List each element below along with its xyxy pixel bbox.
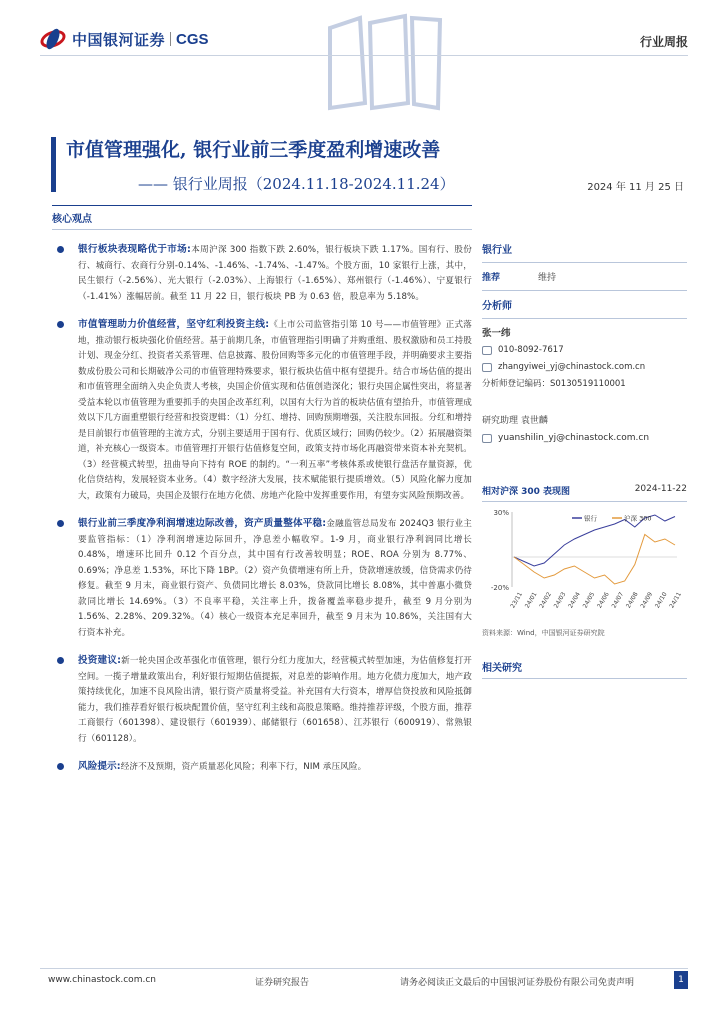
chart-header	[482, 480, 687, 502]
x-tick-label: 24/08	[624, 591, 640, 610]
x-tick-label: 24/04	[567, 591, 582, 610]
page-header	[0, 0, 724, 80]
core-bullet-text	[78, 653, 472, 747]
bullet-dot-icon	[57, 763, 64, 770]
core-bullet-text	[78, 516, 472, 641]
core-bullet	[52, 759, 472, 776]
core-bullet-lead: 风险提示:	[78, 761, 121, 772]
core-bullet	[52, 653, 472, 747]
core-bullet-text	[78, 242, 472, 305]
x-tick-label: 24/10	[653, 591, 669, 610]
assistant-info	[482, 413, 687, 447]
core-views-section	[52, 205, 472, 788]
footer-url[interactable]: www.chinastock.com.cn	[48, 975, 156, 985]
bullet-dot-icon	[57, 321, 64, 328]
x-tick-label: 24/05	[581, 591, 597, 610]
page-subtitle: —— 银行业周报（2024.11.18-2024.11.24）	[138, 175, 455, 193]
rating-key: 推荐	[482, 273, 501, 283]
industry-label: 银行业	[482, 235, 687, 263]
x-tick-label: 24/03	[552, 591, 568, 610]
chart-source: 资料来源：Wind，中国银河证券研究院	[482, 629, 605, 637]
assistant-email[interactable]: yuanshilin_yj@chinastock.com.cn	[498, 433, 650, 443]
chart-date: 2024-11-22	[634, 484, 687, 494]
rating-row	[482, 263, 687, 291]
series-line	[514, 515, 675, 566]
bullet-dot-icon	[57, 657, 64, 664]
email-icon	[482, 434, 492, 443]
core-bullet-text	[78, 317, 472, 504]
cgs-watermark-icon	[310, 8, 450, 118]
core-bullet-body: 新一轮央国企改革强化市值管理，银行分红力度加大，经营模式转型加速，为估值修复打开空间。一揽子增量政策出台，利好银行短期估值提振，对息差的影响作用。地方化债力度加大，地产政策持续优化，加速不良风险出清，银行资产质量将受益。补充国有大行资本，增厚信贷投放和风险抵御能力，我们推荐看好银行板块配置价值，坚守红利主线和高股息策略。维持推荐评级，个股方面，推荐工商银行（601398）、建设银行（601939）、邮储银行（601658）、江苏银行（600919）、常熟银行（601128）。	[78, 656, 472, 744]
y-tick-label: -20%	[490, 584, 509, 592]
logo-divider	[170, 32, 171, 46]
analyst-cert: 分析师登记编码：S0130519110001	[482, 379, 626, 389]
core-views-heading: 核心观点	[52, 205, 472, 230]
x-tick-label: 24/01	[523, 591, 539, 610]
company-logo	[40, 28, 209, 50]
core-bullet-text	[78, 759, 472, 776]
chart-plot	[482, 502, 687, 622]
core-bullet-body: 本周沪深 300 指数下跌 2.60%，银行板块下跌 1.17%。国有行、股份行、城商行、农商行分别-0.14%、-1.46%、-1.74%、-1.47%。个股方面，10 家银行上涨，其中，民生银行（-2.56%）、光大银行（-2.03%）、上海银行（-1.65%）、郑州银行（-1.46%）、宁夏银行（-1.41%）涨幅居前。截至 11 月 22 日，银行板块 PB 为 0.63 倍，股息率为 5.18%。	[78, 245, 472, 302]
analyst-info	[482, 319, 687, 393]
x-tick-label: 24/02	[538, 591, 553, 610]
logo-en-text: CGS	[176, 30, 209, 48]
x-tick-label: 23/11	[509, 591, 525, 610]
core-bullet-lead: 银行板块表现略优于市场:	[78, 244, 191, 255]
x-tick-label: 24/11	[668, 591, 684, 610]
core-bullet-body: 经济不及预期，资产质量恶化风险；利率下行，NIM 承压风险。	[120, 762, 367, 772]
relative-performance-chart	[482, 480, 687, 650]
related-research-heading: 相关研究	[482, 655, 687, 679]
analyst-email-row	[482, 359, 687, 376]
assistant-email-row	[482, 430, 687, 447]
legend-label: 沪深 300	[624, 514, 652, 523]
core-bullet-body: 《上市公司监管指引第 10 号——市值管理》正式落地，推动银行板块强化价值经营。基于前期几条，市值管理指引明确了并购重组、股权激励和员工持股计划、现金分红、投资者关系管理、信息披露、股份回购等多元化的市值管理手段，并明确要求主要指数成份股公司和长期破净公司的市值管理特殊要求，银行板块估值中枢有望提升。结合市场估值的提出和市值管理全面纳入央企负责人考核，央国企价值实现和估值创造深化；银行央国企属性突出，将显著受益本轮以市值管理为重要抓手的央国企改革红利，以国有大行为首的板块估值有望抬升，市值管理成效以下几方面重塑银行经营和投资逻辑：（1）分红、增持、回购预期增强，关注股东回报。分红和增持是目前银行市值管理的主流方式，分别主要适用于国有行、优质区域行；回购仍较少。（2）拓展融资渠道，补充核心一级资本。市值管理打开银行估值修复空间，政策支持市场化再融资带来资本补充契机。（3）经营模式转型，扭曲导向下持有 ROE 的制约。“一利五率”考核体系或使银行盘活存量资源，优化信贷结构，发展轻资本业务。（4）数字经济大发展，技术赋能银行提质增效。（5）风险化解力度加大，政策有力破局，央国企及银行在地方化债、房地产化险中发挥重要作用，有望夯实风险预期改善。	[78, 320, 472, 501]
rating-value: 维持	[538, 273, 557, 283]
analyst-email[interactable]: zhangyiwei_yj@chinastock.com.cn	[498, 362, 646, 372]
x-tick-label: 24/06	[596, 591, 611, 610]
title-accent-bar	[51, 137, 56, 192]
report-date: 2024 年 11 月 25 日	[587, 182, 684, 193]
series-line	[514, 535, 675, 585]
x-tick-label: 24/09	[639, 591, 655, 610]
core-bullet	[52, 317, 472, 504]
bullet-dot-icon	[57, 520, 64, 527]
logo-mark-icon	[40, 28, 66, 50]
footer-disclaimer: 请务必阅读正文最后的中国银河证券股份有限公司免责声明	[400, 978, 635, 988]
core-bullet-body: 金融监管总局发布 2024Q3 银行业主要监管指标：（1）净利润增速边际回升，净息差小幅收窄。1-9 月，商业银行净利润同比增长 0.48%，增速环比回升 0.12 个百分点，其中国有行改善较明显；ROE、ROA 分别为 8.77%、0.69%；净息差 1.53%，环比下降 1BP。（2）资产负债增速有所上升，贷款增速放缓，信贷需求仍待修复。截至 9 月末，商业银行资产、负债同比增长 8.03%，贷款同比增长 8.08%，其中普惠小微贷款同比增长 14.69%。（3）不良率平稳，关注率上升，拨备覆盖率稳步提升，截至 9 月分别为 1.56%、2.28%、209.32%。（4）核心一级资本充足率回升，截至 9 月末为 10.86%，关注国有大行资本补充。	[78, 519, 472, 638]
logo-cn-text: 中国银河证券	[72, 30, 166, 49]
assistant-name: 研究助理 袁世麟	[482, 416, 548, 426]
x-tick-label: 24/07	[610, 591, 626, 610]
core-bullet-lead: 投资建议:	[78, 655, 122, 666]
analyst-heading: 分析师	[482, 291, 687, 319]
core-bullet	[52, 242, 472, 305]
y-tick-label: 30%	[493, 509, 509, 517]
phone-icon	[482, 346, 492, 355]
core-bullet-lead: 银行业前三季度净利润增速边际改善，资产质量整体平稳:	[78, 518, 327, 529]
analyst-name: 张一纬	[482, 328, 511, 339]
analyst-phone: 010-8092-7617	[498, 345, 564, 355]
legend-label: 银行	[584, 514, 597, 523]
footer-label: 证券研究报告	[255, 978, 310, 988]
report-type-label: 行业周报	[639, 35, 688, 49]
analyst-phone-row	[482, 342, 687, 359]
header-divider	[40, 55, 688, 56]
core-bullet-lead: 市值管理助力价值经营，坚守红利投资主线:	[78, 319, 270, 330]
page-footer	[40, 968, 688, 990]
chart-title: 相对沪深 300 表现图	[482, 487, 571, 497]
sidebar	[482, 235, 687, 447]
page-title: 市值管理强化, 银行业前三季度盈利增速改善	[66, 139, 441, 161]
email-icon	[482, 363, 492, 372]
page-number: 1	[674, 971, 688, 989]
core-bullet	[52, 516, 472, 641]
bullet-dot-icon	[57, 246, 64, 253]
